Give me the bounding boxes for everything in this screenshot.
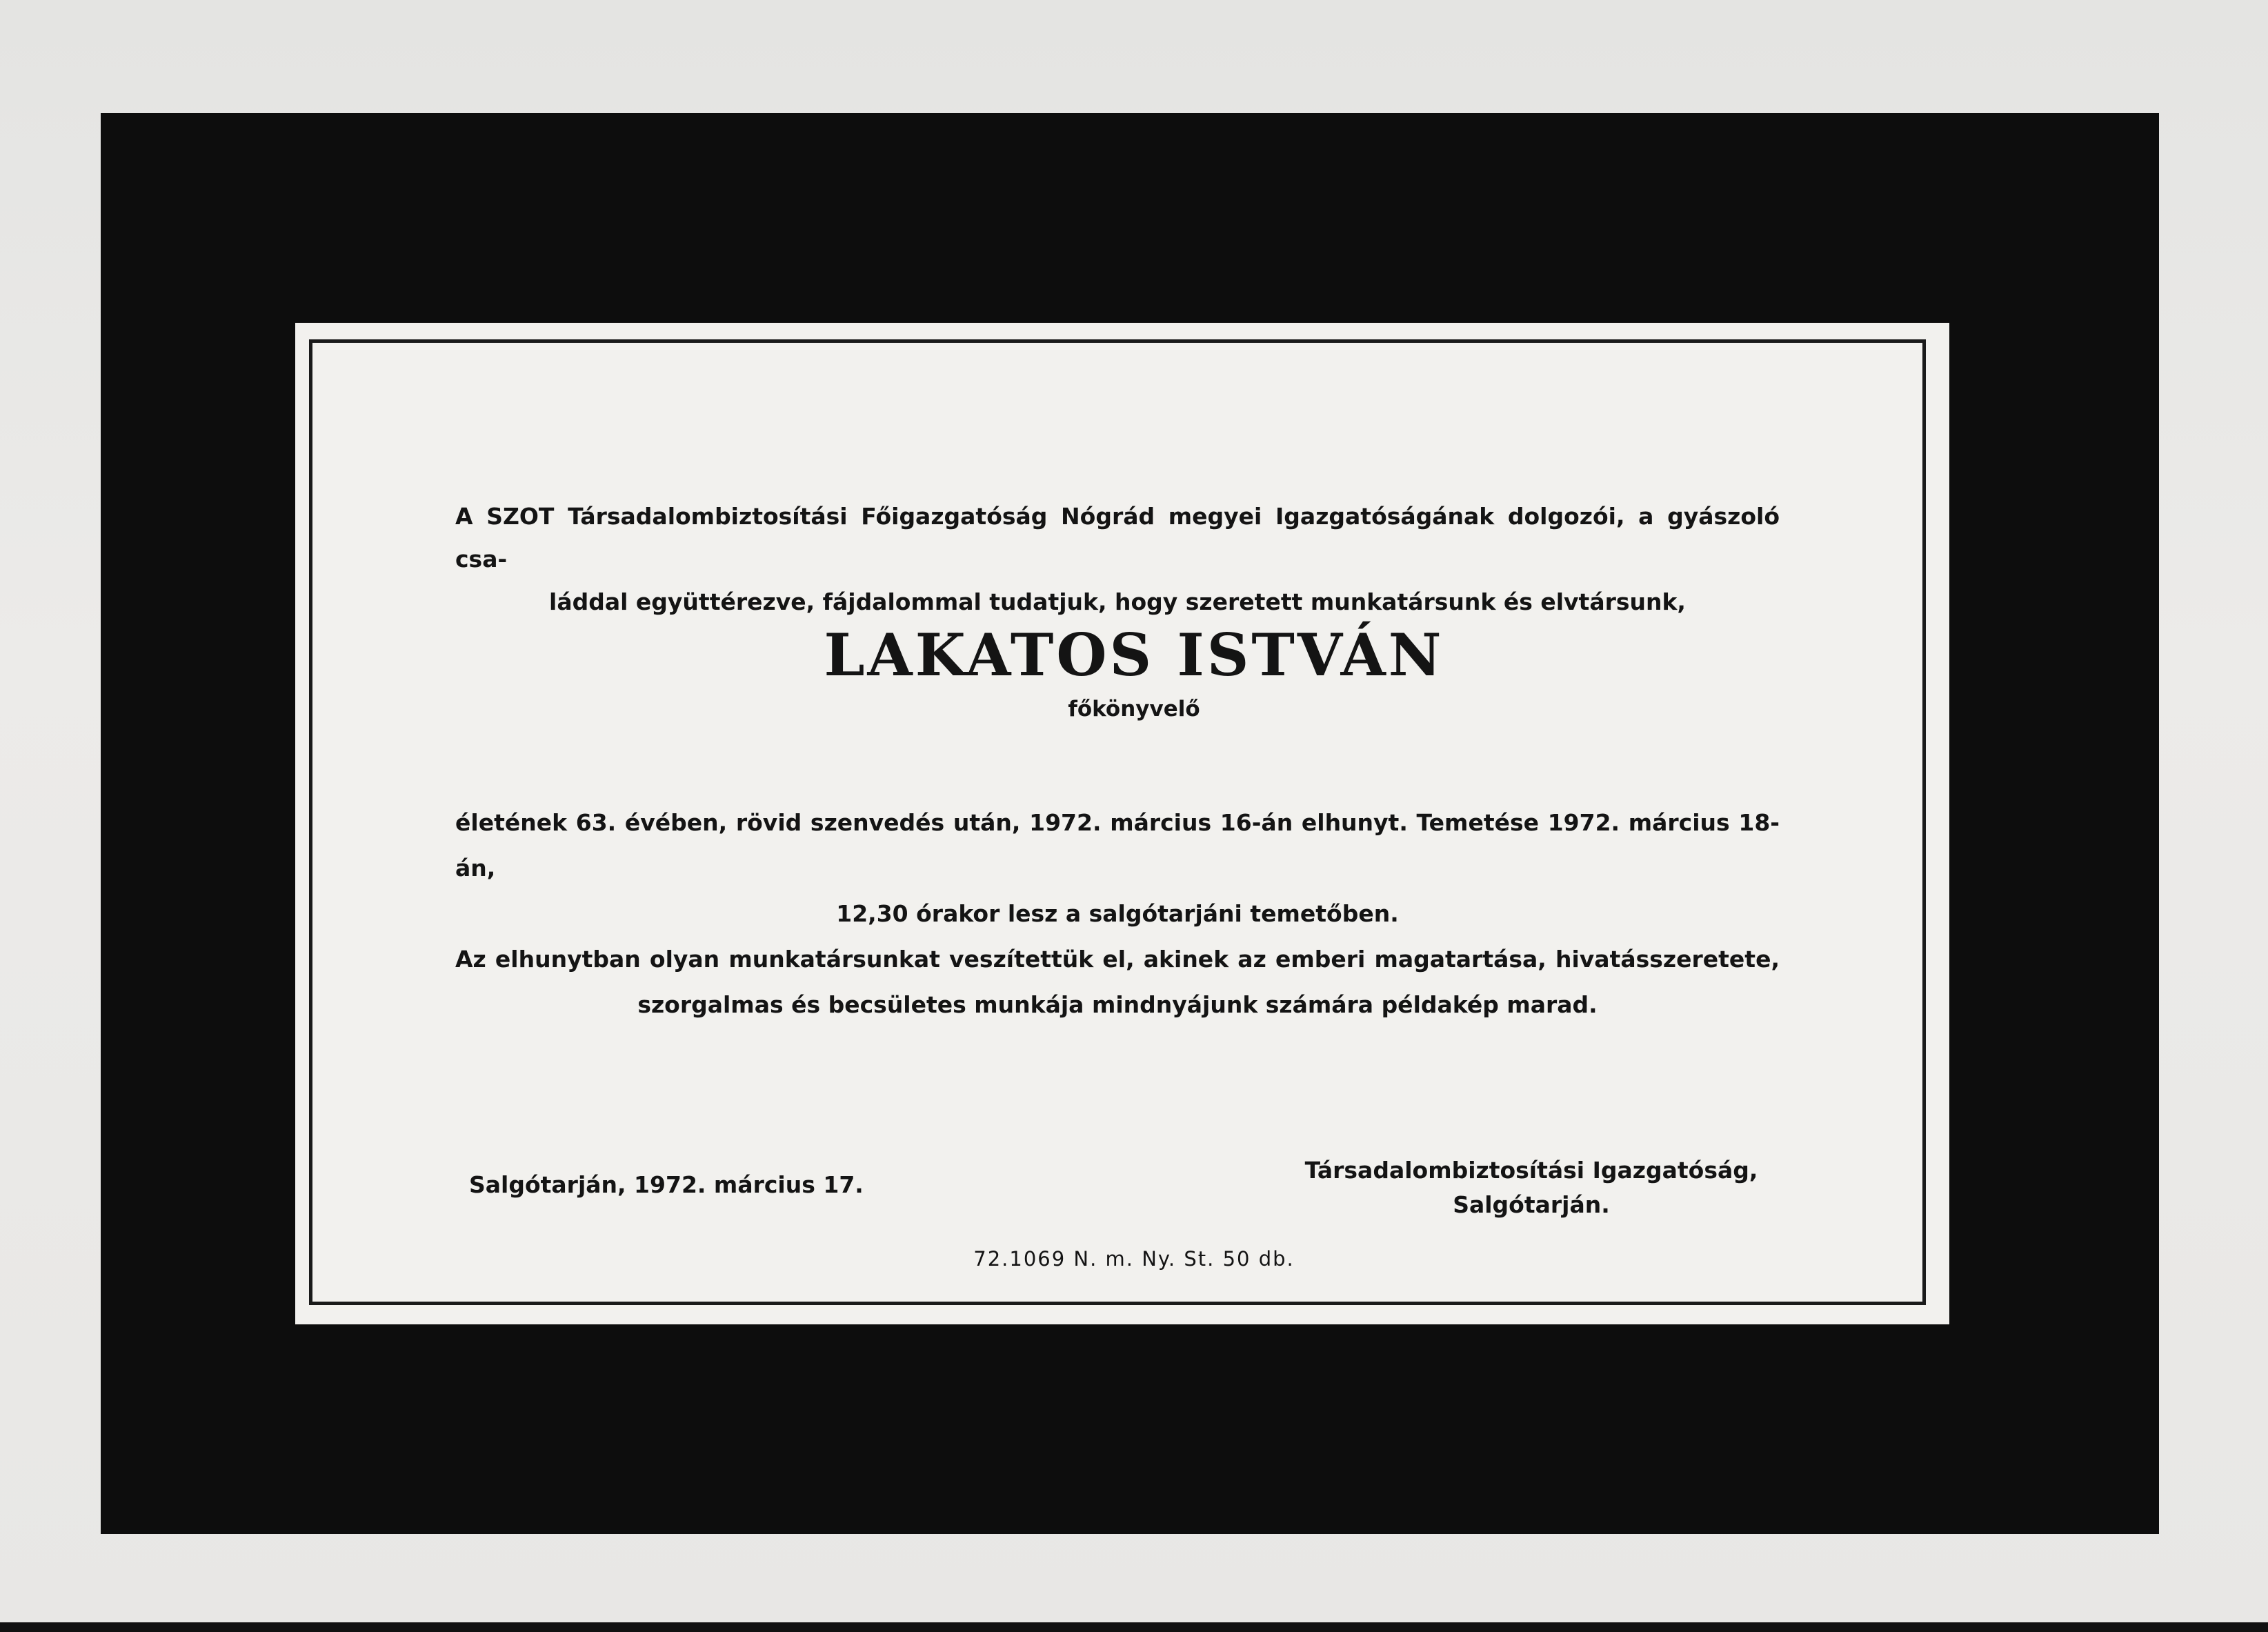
intro-line-1: A SZOT Társadalombiztosítási Főigazgatóság Nógrád megyei Igazgatóságának dolgozói, a gyászoló csa- (455, 503, 1780, 573)
signature-line-1: Társadalombiztosítási Igazgatóság, (1304, 1157, 1758, 1184)
deceased-title: főkönyvelő (1068, 697, 1200, 722)
signature-line-2: Salgótarján. (1453, 1191, 1610, 1218)
body-line-2: 12,30 órakor lesz a salgótarjáni temetőben. (836, 900, 1399, 927)
body-line-1: életének 63. évében, rövid szenvedés után, 1972. március 16-án elhunyt. Temetése 1972. március 18-án, (455, 809, 1780, 882)
body-line-4: szorgalmas és becsületes munkája mindnyájunk számára példakép marad. (637, 991, 1598, 1018)
body-line-3: Az elhunytban olyan munkatársunkat veszítettük el, akinek az emberi magatartása, hivatásszeretete, (455, 946, 1780, 973)
print-code: 72.1069 N. m. Ny. St. 50 db. (973, 1247, 1295, 1271)
body-paragraph (455, 800, 1780, 1028)
deceased-name: LAKATOS ISTVÁN (824, 621, 1444, 689)
intro-paragraph (455, 495, 1780, 624)
intro-line-2: láddal együttérezve, fájdalommal tudatjuk, hogy szeretett munkatársunk és elvtársunk, (549, 588, 1686, 615)
signature-block (1297, 1153, 1766, 1222)
scan-bottom-edge (0, 1622, 2268, 1632)
place-date: Salgótarján, 1972. március 17. (469, 1171, 864, 1198)
